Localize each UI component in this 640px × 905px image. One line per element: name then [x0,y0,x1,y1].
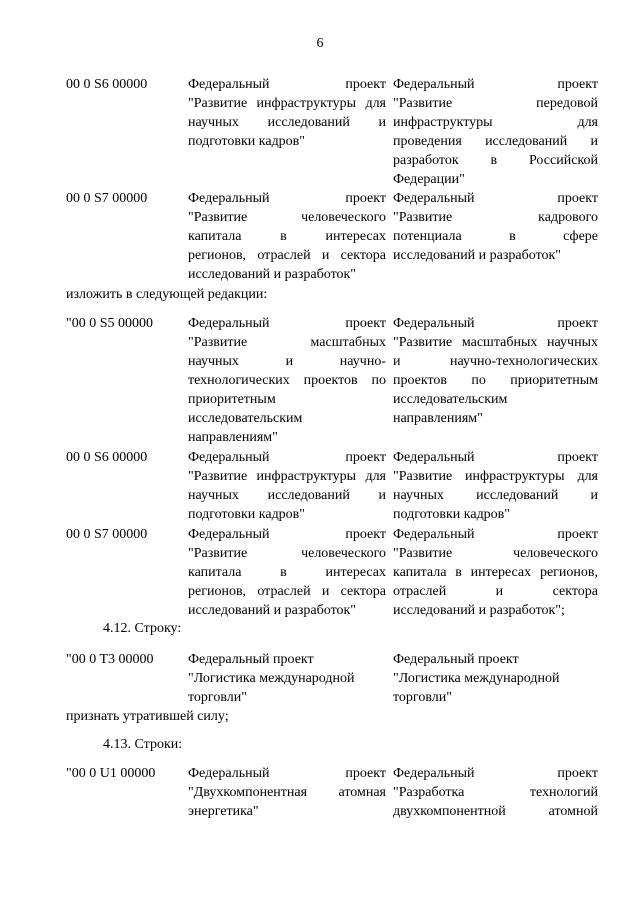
text-line: и научно-технологических [393,354,598,369]
text-line: Федеральный проект [188,766,386,781]
text-line: "Развитие инфраструктуры для [188,469,386,484]
row-text-new [393,75,598,189]
row-text-old [188,314,386,447]
text-line: Федеральный проект [188,77,386,92]
text-line: "Развитие человеческого [393,546,598,561]
instruction-text: признать утратившей силу; [66,709,229,724]
text-line: "Развитие масштабных научных [393,335,598,350]
text-line: технологических проектов по [188,373,386,388]
row-code: "00 0 T3 00000 [66,652,154,667]
text-line: Федерации" [393,172,465,187]
page-number: 6 [316,36,324,51]
text-line: Федеральный проект [188,191,386,206]
row-text-new [393,189,598,265]
text-line: исследований и разработок" [188,267,357,282]
row-code: 00 0 S6 00000 [66,450,148,465]
row-text-new [393,764,598,821]
text-line: проектов по приоритетным [393,373,598,388]
text-line: "Разработка технологий [393,785,598,800]
text-line: Федеральный проект [188,316,386,331]
text-line: Федеральный проект [393,652,519,667]
row-text-new [393,525,598,620]
row-code: "00 0 U1 00000 [66,766,156,781]
text-line: Федеральный проект [393,77,598,92]
text-line: потенциала в сфере [393,229,598,244]
text-line: "Развитие передовой [393,96,598,111]
text-line: научных исследований и [188,488,386,503]
row-code: 00 0 S7 00000 [66,527,148,542]
text-line: "Развитие человеческого [188,210,386,225]
text-line: Федеральный проект [188,527,386,542]
text-line: "Развитие инфраструктуры для [188,96,386,111]
row-text-old [188,189,386,284]
text-line: капитала в интересах [188,229,386,244]
text-line: Федеральный проект [393,450,598,465]
text-line: Федеральный проект [393,527,598,542]
text-line: регионов, отраслей и сектора [188,248,386,263]
text-line: торговли" [393,690,452,705]
text-line: "Логистика международной [393,671,560,686]
text-line: капитала в интересах [188,565,386,580]
row-text-new [393,448,598,524]
item-heading: 4.12. Строку: [103,621,182,636]
text-line: инфраструктуры для [393,115,598,130]
text-line: научных исследований и [393,488,598,503]
row-text-new [393,650,598,707]
text-line: направлениям" [393,411,483,426]
text-line: Федеральный проект [393,316,598,331]
text-line: "Развитие масштабных [188,335,386,350]
text-line: двухкомпонентной атомной [393,804,598,819]
instruction-text: изложить в следующей редакции: [66,287,268,302]
text-line: энергетика" [188,804,259,819]
text-line: подготовки кадров" [188,507,306,522]
text-line: регионов, отраслей и сектора [188,584,386,599]
text-line: разработок в Российской [393,153,598,168]
text-line: исследований и разработок" [393,248,562,263]
text-line: Федеральный проект [393,191,598,206]
row-text-new [393,314,598,428]
text-line: капитала в интересах регионов, [393,565,598,580]
text-line: исследований и разработок"; [393,603,565,618]
text-line: направлениям" [188,430,278,445]
text-line: исследовательским [188,411,303,426]
text-line: торговли" [188,690,247,705]
text-line: приоритетным [188,392,276,407]
text-line: отраслей и сектора [393,584,598,599]
row-code: 00 0 S7 00000 [66,191,148,206]
row-text-old [188,448,386,524]
item-heading: 4.13. Строки: [103,737,183,752]
text-line: "Развитие инфраструктуры для [393,469,598,484]
row-text-old [188,75,386,151]
text-line: исследований и разработок" [188,603,357,618]
text-line: Федеральный проект [188,652,314,667]
text-line: подготовки кадров" [393,507,511,522]
row-text-old [188,525,386,620]
text-line: научных исследований и [188,115,386,130]
text-line: подготовки кадров" [188,134,306,149]
text-line: "Логистика международной [188,671,355,686]
text-line: проведения исследований и [393,134,598,149]
row-code: "00 0 S5 00000 [66,316,154,331]
text-line: "Развитие кадрового [393,210,598,225]
row-code: 00 0 S6 00000 [66,77,148,92]
text-line: Федеральный проект [188,450,386,465]
text-line: "Двухкомпонентная атомная [188,785,386,800]
text-line: Федеральный проект [393,766,598,781]
row-text-old [188,650,386,707]
text-line: "Развитие человеческого [188,546,386,561]
text-line: научных и научно- [188,354,386,369]
row-text-old [188,764,386,821]
text-line: исследовательским [393,392,508,407]
